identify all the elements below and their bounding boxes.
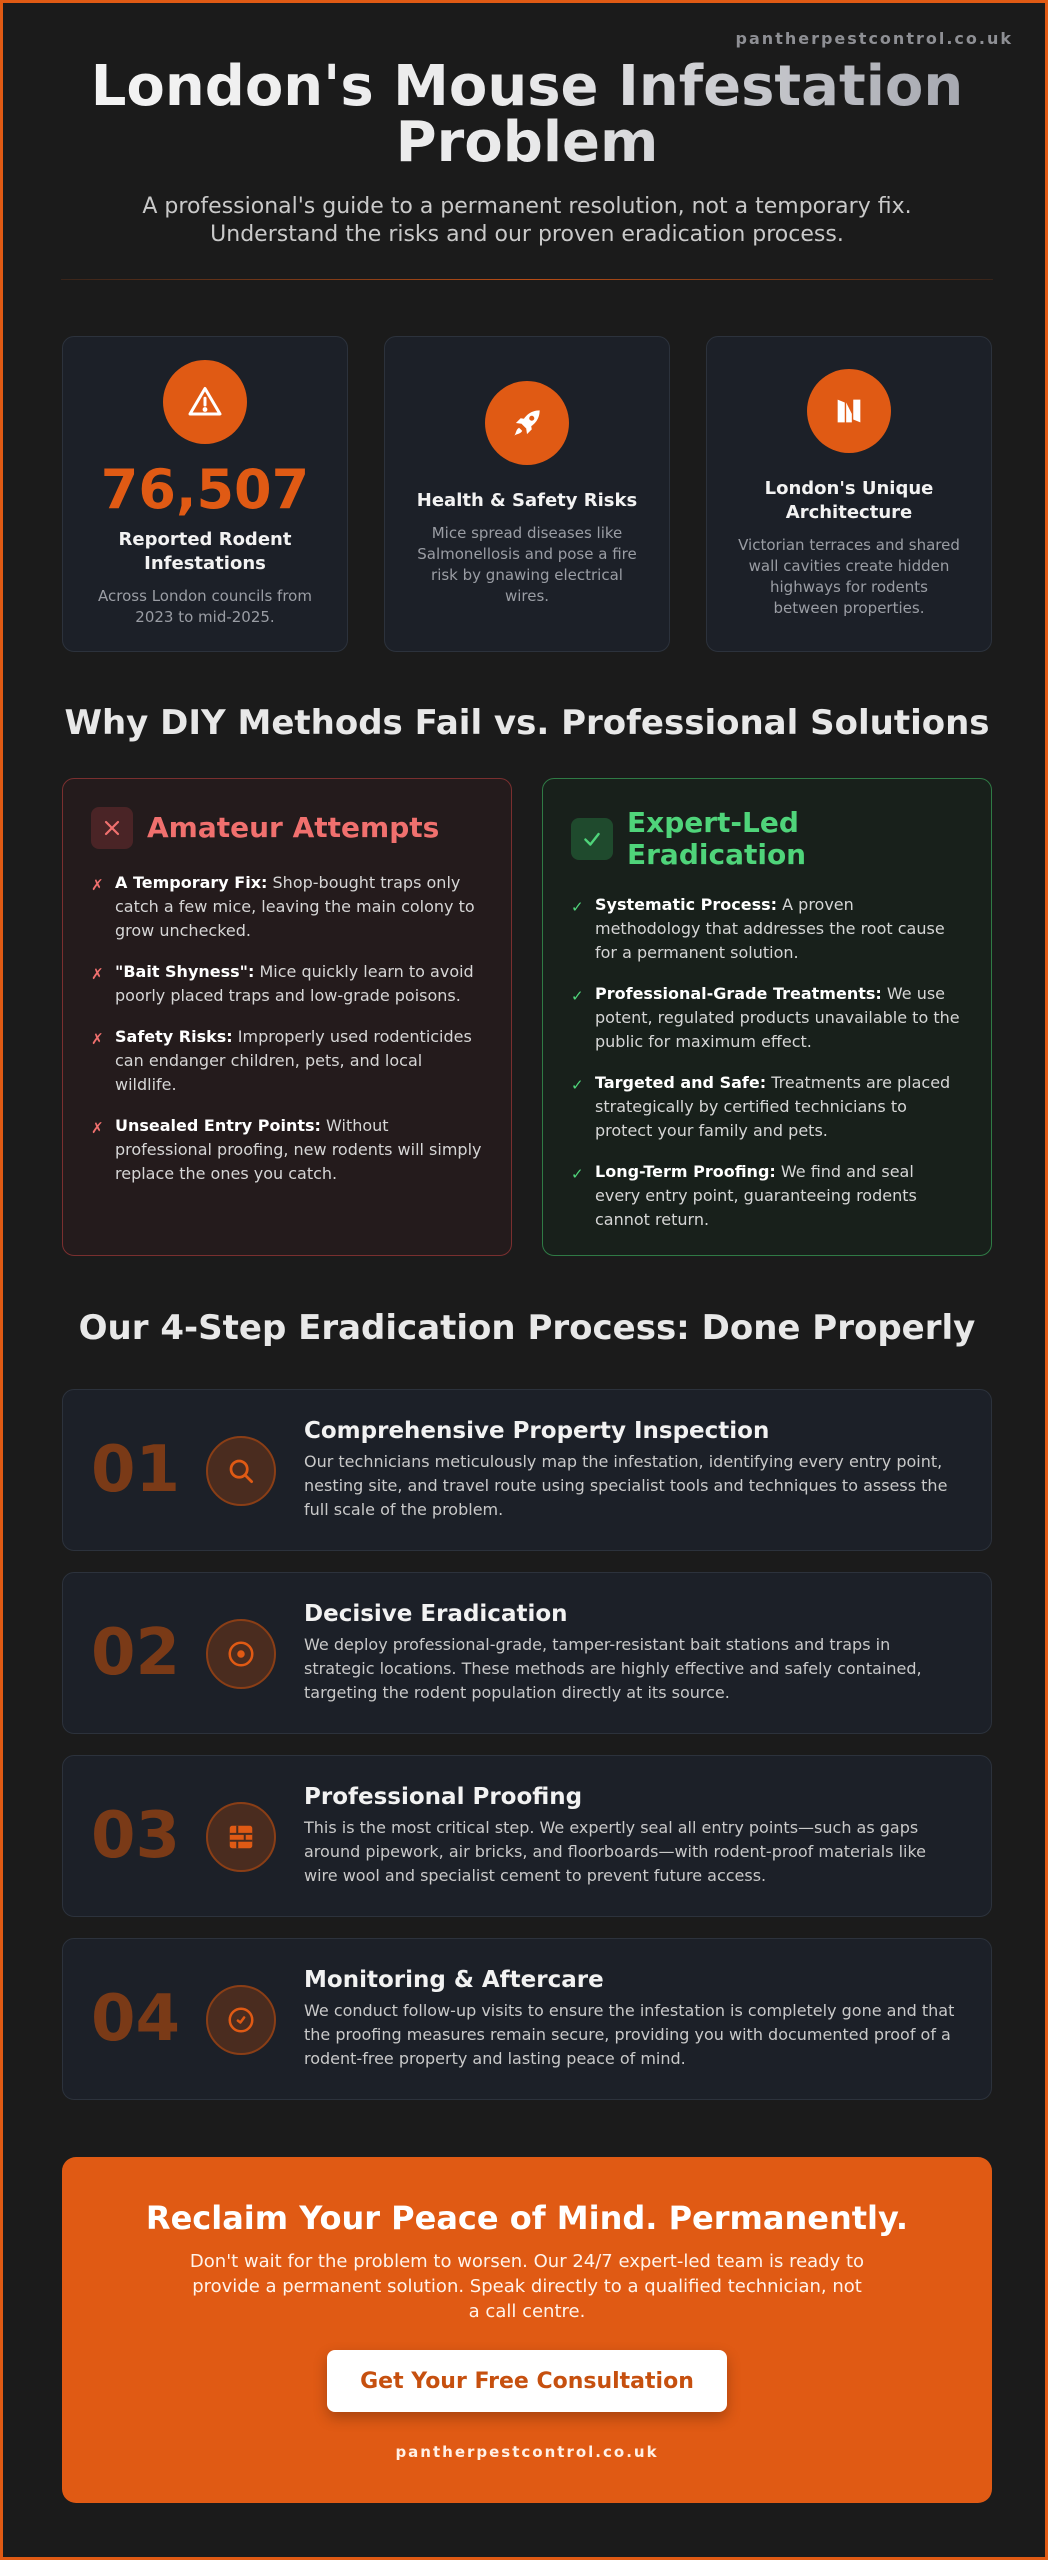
page-subtitle: A professional's guide to a permanent resolution, not a temporary fix. Understand the risks and our proven eradication process. <box>142 194 912 247</box>
list-item: ✓ Long-Term Proofing: We find and seal every entry point, guaranteeing rodents cannot return. <box>571 1160 963 1232</box>
cta-banner <box>62 2157 992 2503</box>
list-item: ✓ Targeted and Safe: Treatments are placed strategically by certified technicians to protect your family and pets. <box>571 1071 963 1143</box>
list-item: ✓ Systematic Process: A proven methodology that addresses the root cause for a permanent solution. <box>571 893 963 965</box>
header-domain: pantherpestcontrol.co.uk <box>735 29 1013 48</box>
step-title: Monitoring & Aftercare <box>304 1967 604 1993</box>
process-section-title: Our 4-Step Eradication Process: Done Properly <box>78 1308 976 1348</box>
stats-row <box>62 336 992 652</box>
step-description: This is the most critical step. We expertly seal all entry points—such as gaps around pipework, air bricks, and floorboards—with rodent-proof materials like wire wool and specialist cement to prevent future access. <box>304 1818 927 1885</box>
compare-section-title: Why DIY Methods Fail vs. Professional Solutions <box>64 703 990 743</box>
target-icon <box>206 1619 276 1689</box>
cta-domain: pantherpestcontrol.co.uk <box>395 2443 659 2461</box>
step-card <box>62 1389 992 1551</box>
divider <box>61 279 993 280</box>
building-icon <box>807 369 891 453</box>
x-mark-icon: ✗ <box>91 876 104 894</box>
list-item: ✓ Professional-Grade Treatments: We use potent, regulated products unavailable to the public for maximum effect. <box>571 982 963 1054</box>
list-item: ✗ "Bait Shyness": Mice quickly learn to avoid poorly placed traps and low-grade poisons. <box>91 960 483 1008</box>
cta-title: Reclaim Your Peace of Mind. Permanently. <box>145 2199 909 2237</box>
x-mark-icon: ✗ <box>91 1119 104 1137</box>
amateur-title: Amateur Attempts <box>147 811 440 844</box>
step-card <box>62 1938 992 2100</box>
stat-description: Mice spread diseases like Salmonellosis and pose a fire risk by gnawing electrical wires. <box>417 524 637 605</box>
expert-panel <box>542 778 992 1256</box>
brick-wall-icon <box>206 1802 276 1872</box>
comparison <box>62 778 992 1256</box>
close-icon <box>91 807 133 849</box>
list-item: ✗ A Temporary Fix: Shop-bought traps only catch a few mice, leaving the main colony to grow unchecked. <box>91 871 483 943</box>
step-description: Our technicians meticulously map the infestation, identifying every entry point, nesting site, and travel route using specialist tools and techniques to assess the full scale of the problem. <box>304 1452 948 1519</box>
step-title: Comprehensive Property Inspection <box>304 1418 770 1444</box>
list-item: ✗ Safety Risks: Improperly used rodenticides can endanger children, pets, and local wildlife. <box>91 1025 483 1097</box>
check-mark-icon: ✓ <box>571 898 584 916</box>
step-number: 04 <box>91 1982 181 2056</box>
step-number: 01 <box>91 1433 181 1507</box>
stat-card-architecture <box>706 336 992 652</box>
check-circle-icon <box>206 1985 276 2055</box>
stat-card-infestations <box>62 336 348 652</box>
stat-card-health <box>384 336 670 652</box>
stat-description: Victorian terraces and shared wall cavities create hidden highways for rodents between properties. <box>738 536 960 617</box>
page-title: London's Mouse Infestation Problem <box>87 59 967 171</box>
search-icon <box>206 1436 276 1506</box>
stat-number: 76,507 <box>100 458 310 521</box>
warning-triangle-icon <box>163 360 247 444</box>
cta-text: Don't wait for the problem to worsen. Our 24/7 expert-led team is ready to provide a permanent solution. Speak directly to a qualified technician, not a call centre. <box>189 2251 865 2322</box>
stat-title: London's Unique Architecture <box>764 478 934 523</box>
x-mark-icon: ✗ <box>91 965 104 983</box>
check-mark-icon: ✓ <box>571 987 584 1005</box>
rocket-icon <box>485 381 569 465</box>
hero <box>3 54 1048 249</box>
step-description: We deploy professional-grade, tamper-resistant bait stations and traps in strategic locations. These methods are highly effective and safely contained, targeting the rodent population directly at its source. <box>304 1635 922 1702</box>
amateur-panel <box>62 778 512 1256</box>
x-mark-icon: ✗ <box>91 1030 104 1048</box>
step-number: 02 <box>91 1616 181 1690</box>
stat-title: Health & Safety Risks <box>416 490 638 511</box>
free-consultation-button[interactable]: Get Your Free Consultation <box>327 2350 727 2412</box>
step-number: 03 <box>91 1799 181 1873</box>
step-title: Decisive Eradication <box>304 1601 568 1627</box>
step-card <box>62 1572 992 1734</box>
check-icon <box>571 818 613 860</box>
check-mark-icon: ✓ <box>571 1076 584 1094</box>
step-description: We conduct follow-up visits to ensure the infestation is completely gone and that the proofing measures remain secure, providing you with documented proof of a rodent-free property and lasting peace of mind. <box>304 2001 955 2068</box>
step-title: Professional Proofing <box>304 1784 583 1810</box>
expert-title: Expert-Led Eradication <box>627 806 807 871</box>
list-item: ✗ Unsealed Entry Points: Without professional proofing, new rodents will simply replace the ones you catch. <box>91 1114 483 1186</box>
stat-title: Reported Rodent Infestations <box>118 529 292 574</box>
stat-description: Across London councils from 2023 to mid-2025. <box>98 587 312 626</box>
check-mark-icon: ✓ <box>571 1165 584 1183</box>
step-card <box>62 1755 992 1917</box>
